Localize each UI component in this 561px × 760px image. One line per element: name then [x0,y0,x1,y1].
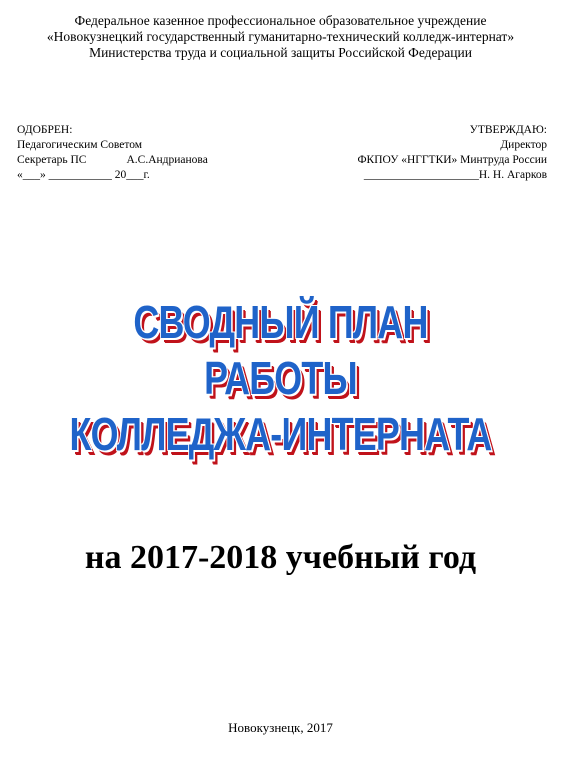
academic-year-subtitle: на 2017-2018 учебный год [84,539,477,576]
institution-line-1: Федеральное казенное профессиональное образовательное учреждение [74,13,487,28]
confirm-title: УТВЕРЖДАЮ: [469,124,547,136]
institution-line-2: «Новокузнецкий государственный гуманитарно-технический колледж-интернат» [46,29,515,44]
footer-city-year: Новокузнецк, 2017 [228,720,333,735]
approved-date-line: «___» ___________ 20___г. [17,169,150,181]
secretary-label: Секретарь ПС [17,154,87,166]
approved-block [17,123,208,183]
confirm-org: ФКПОУ «НГГТКИ» Минтруда России [357,154,547,166]
title-line-3: КОЛЛЕДЖА-ИНТЕРНАТА [69,408,492,460]
title-line-2: РАБОТЫ [204,352,357,404]
secretary-name: А.С.Андрианова [126,154,208,166]
confirm-signature-line: ____________________Н. Н. Агарков [363,169,547,181]
confirm-position: Директор [500,139,547,151]
confirm-block [357,123,547,183]
approved-title: ОДОБРЕН: [17,124,73,136]
approved-body: Педагогическим Советом [17,139,143,151]
institution-line-3: Министерства труда и социальной защиты Российской Федерации [89,45,472,60]
document-title [62,294,500,462]
title-line-1: СВОДНЫЙ ПЛАН [133,296,428,348]
approved-secretary [17,153,208,168]
institution-header [0,13,561,61]
